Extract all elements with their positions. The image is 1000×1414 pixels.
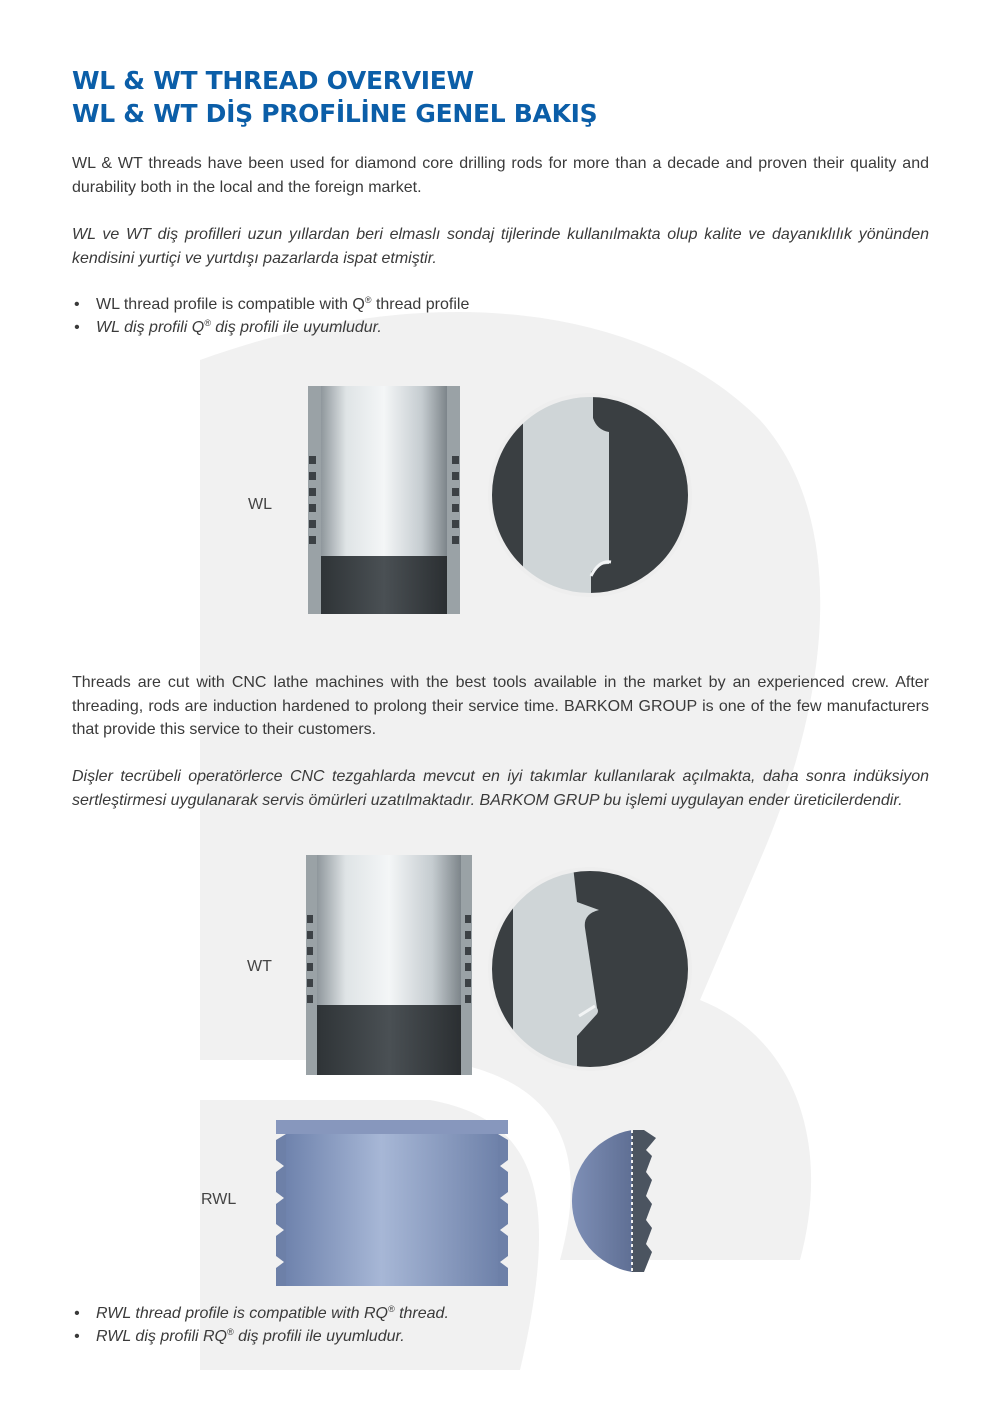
intro-paragraph-tr: WL ve WT diş profilleri uzun yıllardan beri elmaslı sondaj tijlerinde kullanılmakta olup kalite ve dayanıklılık yönünden kendisini yurtiçi ve yurtdışı pazarlarda ispat etmiştir. (72, 226, 929, 267)
rwl-thread-detail-image (548, 1128, 668, 1274)
bullet-mark: • (74, 1305, 80, 1322)
list-item: • RWL thread profile is compatible with RQ® thread. (72, 1302, 449, 1325)
wt-label: WT (247, 958, 272, 975)
intro-paragraph-en: WL & WT threads have been used for diamond core drilling rods for more than a decade and proven their quality and durability both in the local and the foreign market. (72, 155, 929, 196)
list-item: • RWL diş profili RQ® diş profili ile uyumludur. (72, 1325, 449, 1348)
rwl-label: RWL (201, 1191, 237, 1208)
bullet-mark: • (74, 296, 80, 313)
process-paragraph-en: Threads are cut with CNC lathe machines with the best tools available in the market by an experienced crew. After threading, rods are induction hardened to prolong their service time. BARKOM GROUP is one of the few manufacturers that provide this service to their customers. (72, 674, 929, 738)
list-item: • WL thread profile is compatible with Q® thread profile (72, 293, 469, 316)
wt-thread-detail-image (487, 866, 693, 1072)
rwl-rod-section-image (272, 1120, 512, 1286)
wl-label: WL (248, 496, 272, 513)
compatibility-list-bottom (72, 1302, 449, 1348)
wl-rod-section-image (305, 386, 465, 614)
compatibility-list-top (72, 293, 469, 339)
process-paragraph-tr: Dişler tecrübeli operatörlerce CNC tezgahlarda mevcut en iyi takımlar kullanılarak açılmakta, daha sonra indüksiyon sertleştirmesi uygulanarak servis ömürleri uzatılmaktadır. BARKOM GRUP bu işlemi uygulayan ender üreticilerdendir. (72, 768, 929, 809)
title-line-tr: WL & WT DİŞ PROFİLİNE GENEL BAKIŞ (72, 99, 598, 128)
wt-rod-section-image (303, 855, 475, 1075)
page-title (72, 64, 597, 130)
bullet-mark: • (74, 319, 80, 336)
wl-thread-detail-image (487, 392, 693, 598)
list-item: • WL diş profili Q® diş profili ile uyumludur. (72, 316, 469, 339)
bullet-mark: • (74, 1328, 80, 1345)
title-line-en: WL & WT THREAD OVERVIEW (72, 66, 474, 95)
